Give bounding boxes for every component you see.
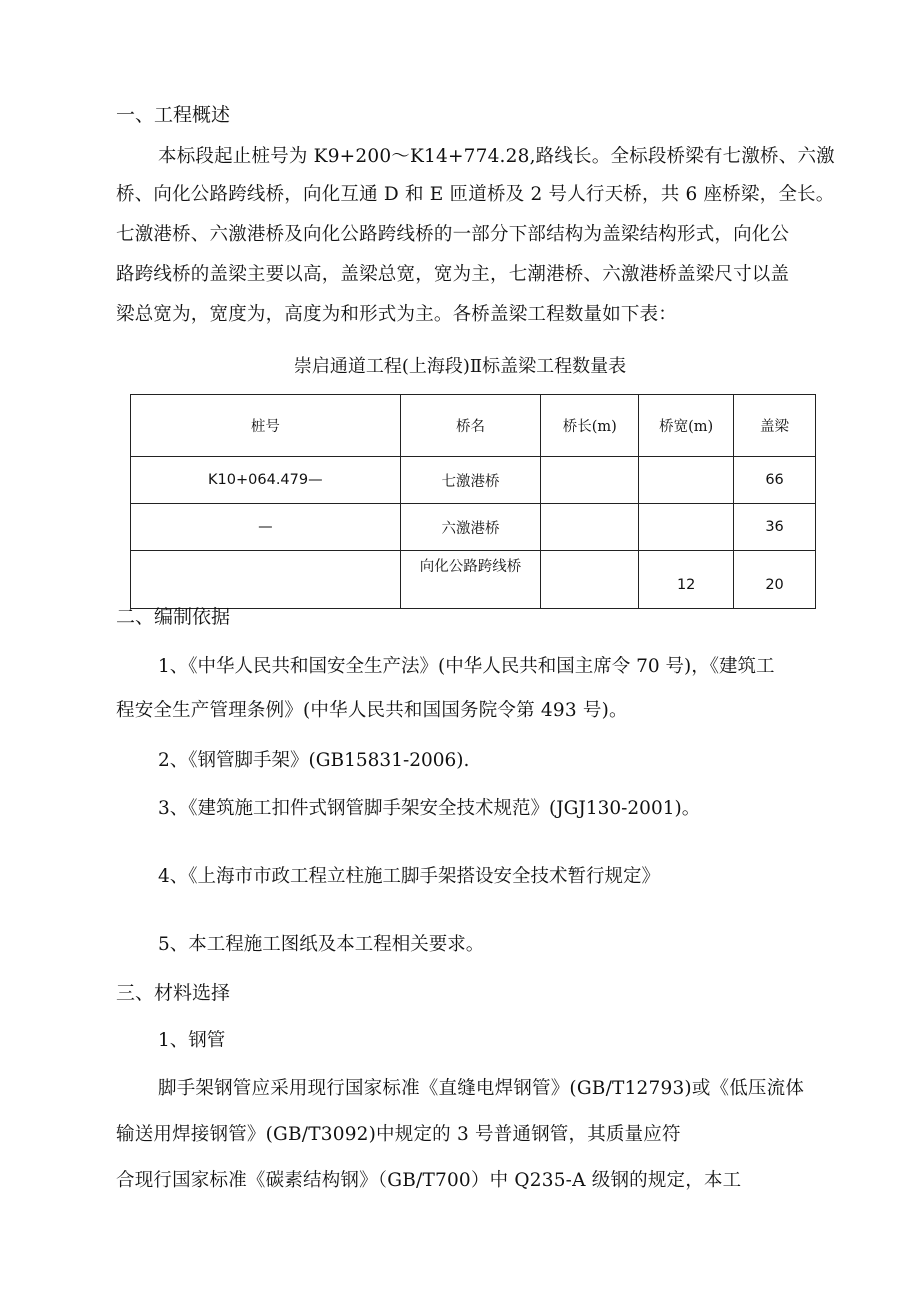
quantity-table — [130, 394, 816, 609]
cell-bridge-length — [541, 457, 639, 504]
section-3-line-3: 合现行国家标准《碳素结构钢》（GB/T700）中 Q235-A 级钢的规定，本工 — [116, 1170, 742, 1191]
table-header-row — [131, 395, 816, 457]
cell-pile-number: — — [131, 504, 401, 551]
cell-pile-number — [131, 551, 401, 609]
cell-bridge-width: 12 — [639, 551, 734, 609]
section-3-line-1: 脚手架钢管应采用现行国家标准《直缝电焊钢管》(GB/T12793)或《低压流体 — [158, 1078, 805, 1099]
basis-item-5: 5、本工程施工图纸及本工程相关要求。 — [158, 934, 485, 955]
material-subheading-steel-pipe: 1、钢管 — [158, 1030, 226, 1051]
basis-item-2: 2、《钢管脚手架》(GB15831-2006). — [158, 750, 470, 771]
cell-bridge-name: 向化公路跨线桥 — [400, 551, 541, 609]
section-2-heading: 二、编制依据 — [116, 606, 231, 628]
cell-bridge-length — [541, 504, 639, 551]
basis-item-4: 4、《上海市市政工程立柱施工脚手架搭设安全技术暂行规定》 — [158, 866, 661, 887]
basis-item-1-line-2: 程安全生产管理条例》(中华人民共和国国务院令第 493 号)。 — [116, 700, 628, 721]
cell-pile-number: K10+064.479— — [131, 457, 401, 504]
cell-bridge-name: 六激港桥 — [400, 504, 541, 551]
header-cap-beam: 盖梁 — [734, 395, 816, 457]
section-3-heading: 三、材料选择 — [116, 982, 231, 1004]
table-row — [131, 551, 816, 609]
section-3-line-2: 输送用焊接钢管》(GB/T3092)中规定的 3 号普通钢管，其质量应符 — [116, 1124, 681, 1145]
cell-cap-beam: 20 — [734, 551, 816, 609]
table-caption: 崇启通道工程(上海段)Ⅱ标盖梁工程数量表 — [293, 356, 627, 377]
section-1-line-4: 路跨线桥的盖梁主要以高，盖梁总宽，宽为主，七潮港桥、六激港桥盖梁尺寸以盖 — [116, 264, 790, 285]
cell-bridge-width — [639, 457, 734, 504]
header-bridge-name: 桥名 — [400, 395, 541, 457]
basis-item-1-line-1: 1、《中华人民共和国安全生产法》(中华人民共和国主席令 70 号)，《建筑工 — [158, 656, 775, 677]
cell-bridge-length — [541, 551, 639, 609]
header-bridge-width: 桥宽(m) — [639, 395, 734, 457]
cell-bridge-width — [639, 504, 734, 551]
section-1-line-2: 桥、向化公路跨线桥，向化互通 D 和 E 匝道桥及 2 号人行天桥，共 6 座桥梁，全长。 — [116, 184, 835, 205]
section-1-line-3: 七激港桥、六激港桥及向化公路跨线桥的一部分下部结构为盖梁结构形式，向化公 — [116, 224, 790, 245]
cell-cap-beam: 66 — [734, 457, 816, 504]
section-1-line-5: 梁总宽为，宽度为，高度为和形式为主。各桥盖梁工程数量如下表： — [116, 304, 678, 325]
header-bridge-length: 桥长(m) — [541, 395, 639, 457]
table-row — [131, 457, 816, 504]
table-row — [131, 504, 816, 551]
section-1-line-1: 本标段起止桩号为 K9+200～K14+774.28,路线长。全标段桥梁有七激桥、六激 — [158, 146, 835, 167]
section-1-heading: 一、工程概述 — [116, 104, 231, 126]
basis-item-3: 3、《建筑施工扣件式钢管脚手架安全技术规范》(JGJ130-2001)。 — [158, 798, 701, 819]
header-pile-number: 桩号 — [131, 395, 401, 457]
cell-bridge-name: 七激港桥 — [400, 457, 541, 504]
cell-cap-beam: 36 — [734, 504, 816, 551]
